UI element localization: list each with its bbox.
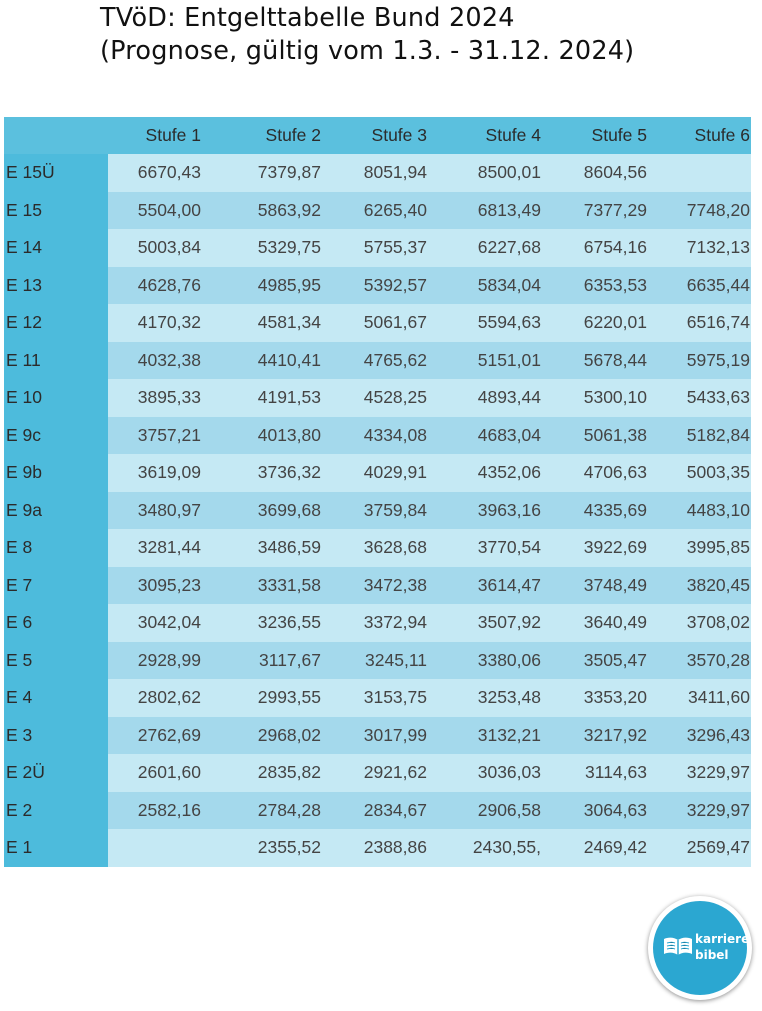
salary-cell: 3895,33	[108, 379, 223, 417]
salary-cell: 2928,99	[108, 642, 223, 680]
salary-cell: 3472,38	[329, 567, 435, 605]
salary-cell: 5863,92	[223, 192, 329, 230]
grade-label: E 6	[4, 604, 108, 642]
salary-cell: 4483,10	[655, 492, 751, 530]
table-row	[4, 792, 751, 830]
salary-cell: 3628,68	[329, 529, 435, 567]
salary-cell: 3114,63	[549, 754, 655, 792]
salary-cell: 3296,43	[655, 717, 751, 755]
grade-label: E 9b	[4, 454, 108, 492]
salary-cell: 3132,21	[435, 717, 549, 755]
salary-cell: 6353,53	[549, 267, 655, 305]
salary-cell: 3963,16	[435, 492, 549, 530]
salary-cell: 5329,75	[223, 229, 329, 267]
salary-cell: 6635,44	[655, 267, 751, 305]
salary-cell: 5061,38	[549, 417, 655, 455]
salary-cell: 3505,47	[549, 642, 655, 680]
salary-cell: 5182,84	[655, 417, 751, 455]
grade-label: E 5	[4, 642, 108, 680]
salary-cell: 4765,62	[329, 342, 435, 380]
salary-cell: 6220,01	[549, 304, 655, 342]
header-stufe-1: Stufe 1	[108, 117, 223, 154]
salary-cell: 3770,54	[435, 529, 549, 567]
salary-cell: 7748,20	[655, 192, 751, 230]
salary-cell: 3411,60	[655, 679, 751, 717]
salary-cell: 3331,58	[223, 567, 329, 605]
table-row	[4, 154, 751, 192]
table-row	[4, 492, 751, 530]
salary-cell: 3281,44	[108, 529, 223, 567]
table-row	[4, 304, 751, 342]
salary-cell	[655, 154, 751, 192]
table-row	[4, 567, 751, 605]
grade-label: E 13	[4, 267, 108, 305]
salary-cell: 2906,58	[435, 792, 549, 830]
salary-cell: 5433,63	[655, 379, 751, 417]
salary-table	[4, 117, 751, 867]
salary-cell: 8604,56	[549, 154, 655, 192]
salary-cell: 3480,97	[108, 492, 223, 530]
salary-cell: 5678,44	[549, 342, 655, 380]
salary-cell: 4683,04	[435, 417, 549, 455]
salary-cell: 4985,95	[223, 267, 329, 305]
logo-text	[695, 931, 749, 963]
salary-cell: 2388,86	[329, 829, 435, 867]
salary-cell: 3486,59	[223, 529, 329, 567]
salary-cell: 7379,87	[223, 154, 329, 192]
salary-cell: 5003,84	[108, 229, 223, 267]
salary-cell: 5755,37	[329, 229, 435, 267]
salary-cell: 4706,63	[549, 454, 655, 492]
salary-cell: 5300,10	[549, 379, 655, 417]
open-book-icon	[662, 935, 694, 962]
grade-label: E 2	[4, 792, 108, 830]
salary-cell: 2835,82	[223, 754, 329, 792]
salary-cell: 5392,57	[329, 267, 435, 305]
salary-cell: 3042,04	[108, 604, 223, 642]
salary-cell: 2762,69	[108, 717, 223, 755]
grade-label: E 14	[4, 229, 108, 267]
salary-cell: 3820,45	[655, 567, 751, 605]
salary-cell: 3507,92	[435, 604, 549, 642]
salary-cell: 4893,44	[435, 379, 549, 417]
salary-cell: 3253,48	[435, 679, 549, 717]
salary-cell: 5975,19	[655, 342, 751, 380]
salary-cell: 4410,41	[223, 342, 329, 380]
table-row	[4, 829, 751, 867]
grade-label: E 10	[4, 379, 108, 417]
salary-cell: 5504,00	[108, 192, 223, 230]
salary-cell: 8500,01	[435, 154, 549, 192]
salary-cell: 4013,80	[223, 417, 329, 455]
salary-cell: 6516,74	[655, 304, 751, 342]
salary-cell: 6227,68	[435, 229, 549, 267]
salary-cell: 3922,69	[549, 529, 655, 567]
salary-cell: 3153,75	[329, 679, 435, 717]
logo-badge	[653, 901, 750, 995]
salary-cell: 3217,92	[549, 717, 655, 755]
salary-cell: 4191,53	[223, 379, 329, 417]
salary-cell: 4581,34	[223, 304, 329, 342]
salary-cell: 5151,01	[435, 342, 549, 380]
grade-label: E 15	[4, 192, 108, 230]
title-line-2: (Prognose, gültig vom 1.3. - 31.12. 2024)	[100, 36, 635, 66]
header-corner	[4, 117, 108, 154]
grade-label: E 3	[4, 717, 108, 755]
salary-cell: 2469,42	[549, 829, 655, 867]
grade-label: E 11	[4, 342, 108, 380]
salary-cell	[108, 829, 223, 867]
salary-cell: 4334,08	[329, 417, 435, 455]
salary-cell: 5003,35	[655, 454, 751, 492]
salary-cell: 4352,06	[435, 454, 549, 492]
salary-cell: 4170,32	[108, 304, 223, 342]
table-row	[4, 754, 751, 792]
table-row	[4, 229, 751, 267]
salary-cell: 7377,29	[549, 192, 655, 230]
salary-cell: 3095,23	[108, 567, 223, 605]
salary-cell: 2993,55	[223, 679, 329, 717]
salary-cell: 4335,69	[549, 492, 655, 530]
salary-cell: 3372,94	[329, 604, 435, 642]
karrierebibel-logo	[648, 896, 752, 1000]
salary-cell: 3236,55	[223, 604, 329, 642]
grade-label: E 8	[4, 529, 108, 567]
salary-cell: 2802,62	[108, 679, 223, 717]
grade-label: E 12	[4, 304, 108, 342]
salary-cell: 2569,47	[655, 829, 751, 867]
salary-cell: 3117,67	[223, 642, 329, 680]
salary-cell: 7132,13	[655, 229, 751, 267]
salary-cell: 3036,03	[435, 754, 549, 792]
header-stufe-2: Stufe 2	[223, 117, 329, 154]
salary-cell: 4528,25	[329, 379, 435, 417]
salary-cell: 3757,21	[108, 417, 223, 455]
salary-cell: 3229,97	[655, 792, 751, 830]
table-row	[4, 604, 751, 642]
grade-label: E 7	[4, 567, 108, 605]
salary-cell: 2921,62	[329, 754, 435, 792]
header-stufe-5: Stufe 5	[549, 117, 655, 154]
logo-line-1: karriere	[695, 932, 750, 946]
salary-cell: 3570,28	[655, 642, 751, 680]
salary-cell: 3353,20	[549, 679, 655, 717]
grade-label: E 2Ü	[4, 754, 108, 792]
salary-cell: 2784,28	[223, 792, 329, 830]
salary-cell: 2582,16	[108, 792, 223, 830]
grade-label: E 15Ü	[4, 154, 108, 192]
table-row	[4, 379, 751, 417]
salary-cell: 3995,85	[655, 529, 751, 567]
salary-cell: 3748,49	[549, 567, 655, 605]
salary-cell: 3619,09	[108, 454, 223, 492]
grade-label: E 4	[4, 679, 108, 717]
table-row	[4, 192, 751, 230]
salary-cell: 3614,47	[435, 567, 549, 605]
salary-cell: 2968,02	[223, 717, 329, 755]
salary-cell: 3017,99	[329, 717, 435, 755]
header-stufe-6: Stufe 6	[655, 117, 751, 154]
salary-cell: 3759,84	[329, 492, 435, 530]
salary-cell: 3229,97	[655, 754, 751, 792]
salary-cell: 4628,76	[108, 267, 223, 305]
page-title	[100, 2, 750, 68]
header-stufe-4: Stufe 4	[435, 117, 549, 154]
salary-cell: 3245,11	[329, 642, 435, 680]
table-row	[4, 642, 751, 680]
salary-cell: 5061,67	[329, 304, 435, 342]
table-row	[4, 417, 751, 455]
salary-cell: 3640,49	[549, 604, 655, 642]
salary-cell: 4029,91	[329, 454, 435, 492]
title-line-1: TVöD: Entgelttabelle Bund 2024	[100, 3, 515, 33]
table-header-row	[4, 117, 751, 154]
table-row	[4, 342, 751, 380]
table-row	[4, 679, 751, 717]
salary-cell: 3064,63	[549, 792, 655, 830]
table-row	[4, 529, 751, 567]
header-stufe-3: Stufe 3	[329, 117, 435, 154]
salary-cell: 3708,02	[655, 604, 751, 642]
table-row	[4, 267, 751, 305]
salary-cell: 6754,16	[549, 229, 655, 267]
salary-cell: 4032,38	[108, 342, 223, 380]
grade-label: E 9a	[4, 492, 108, 530]
salary-cell: 6813,49	[435, 192, 549, 230]
salary-cell: 2601,60	[108, 754, 223, 792]
salary-cell: 2355,52	[223, 829, 329, 867]
salary-cell: 6265,40	[329, 192, 435, 230]
table-row	[4, 454, 751, 492]
salary-cell: 2430,55,	[435, 829, 549, 867]
salary-cell: 5594,63	[435, 304, 549, 342]
table-row	[4, 717, 751, 755]
grade-label: E 1	[4, 829, 108, 867]
salary-cell: 3699,68	[223, 492, 329, 530]
salary-cell: 6670,43	[108, 154, 223, 192]
table-body	[4, 154, 751, 867]
salary-cell: 3736,32	[223, 454, 329, 492]
salary-cell: 8051,94	[329, 154, 435, 192]
logo-line-2: bibel	[695, 948, 729, 962]
salary-cell: 2834,67	[329, 792, 435, 830]
salary-cell: 3380,06	[435, 642, 549, 680]
grade-label: E 9c	[4, 417, 108, 455]
salary-cell: 5834,04	[435, 267, 549, 305]
